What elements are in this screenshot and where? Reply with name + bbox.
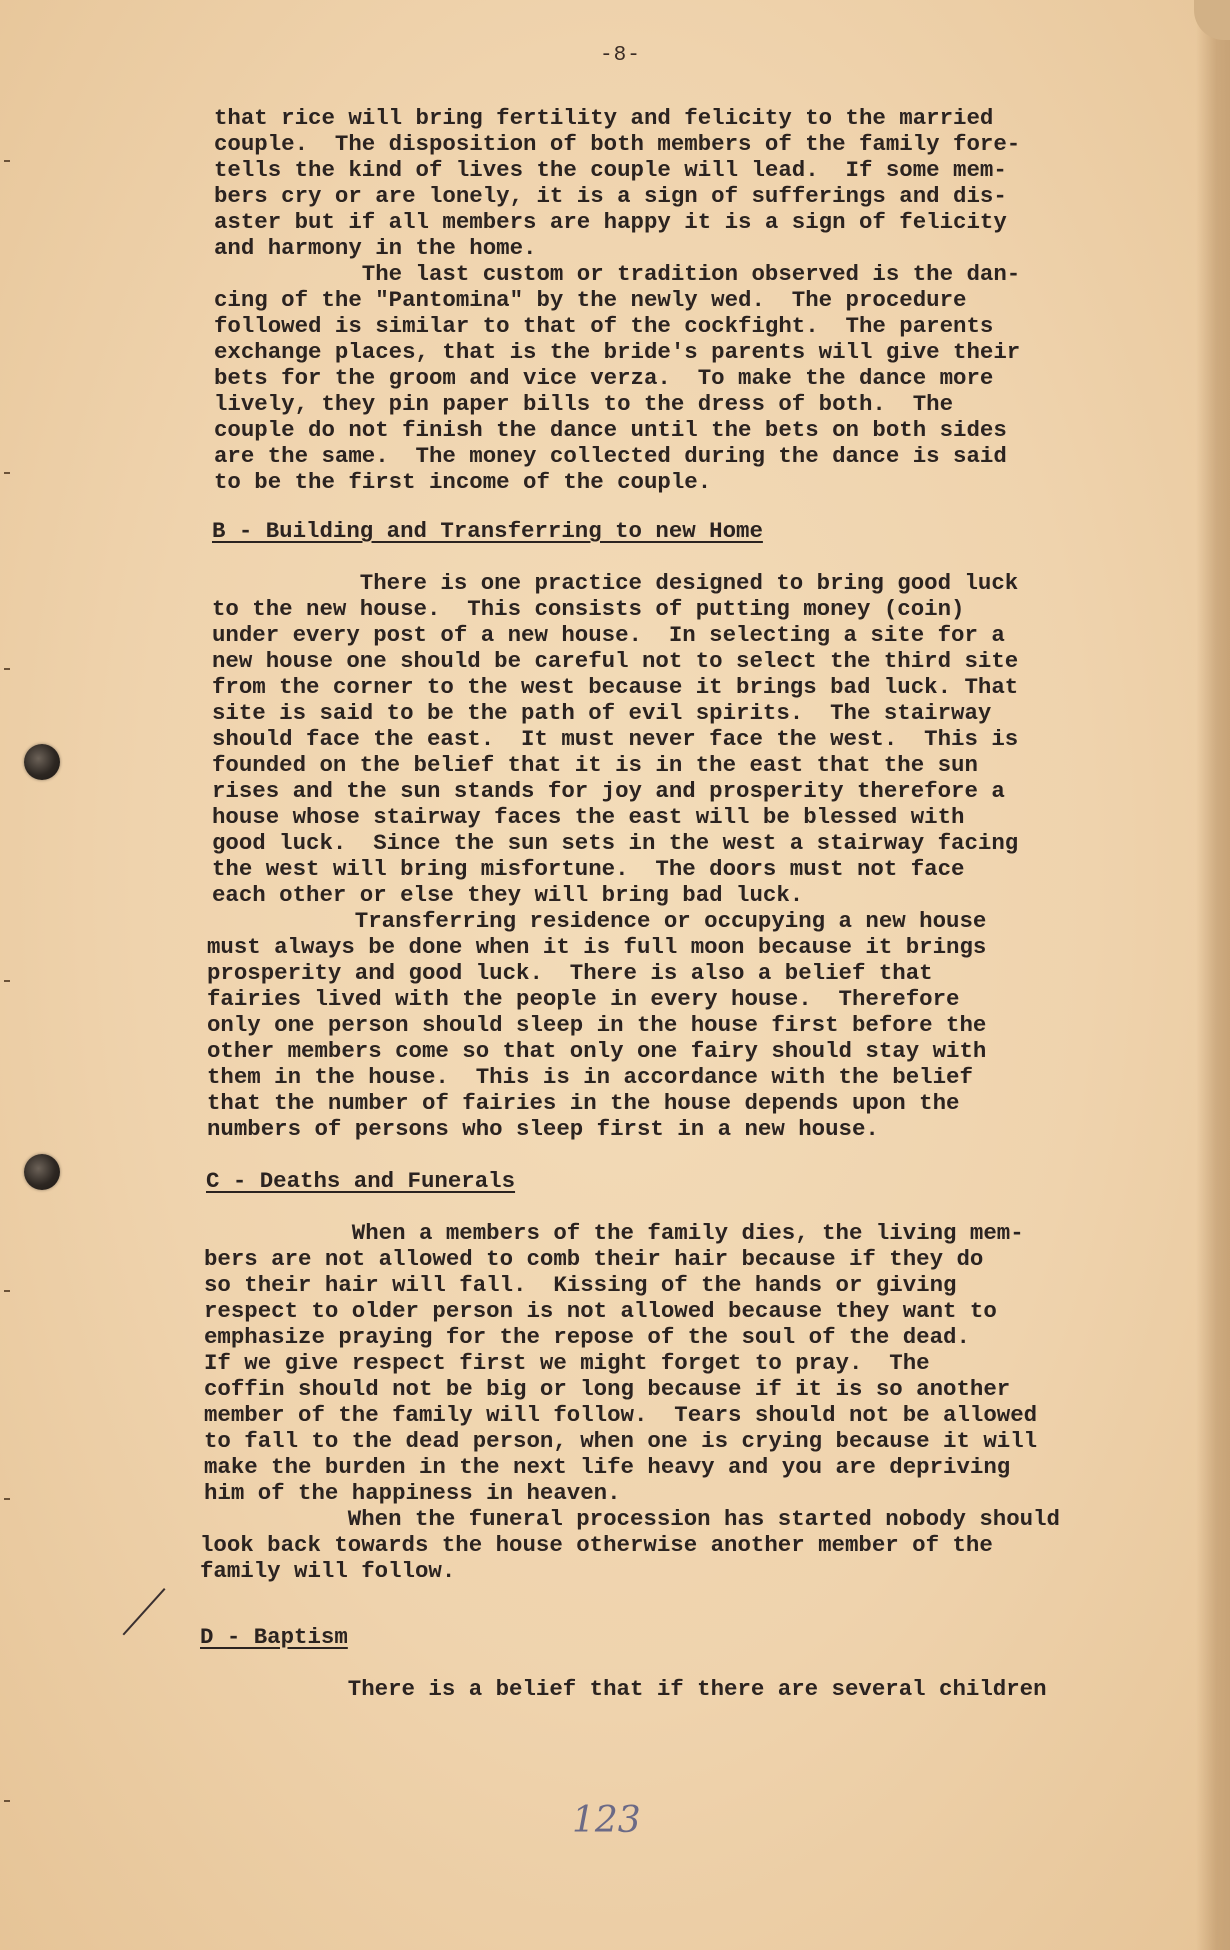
text-line: that rice will bring fertility and felicity to the married (214, 105, 994, 131)
text-line: couple. The disposition of both members of the family fore- (214, 131, 1021, 157)
text-line: that the number of fairies in the house depends upon the (207, 1090, 960, 1116)
text-line: There is a belief that if there are several children (200, 1676, 1047, 1702)
text-line: look back towards the house otherwise another member of the (200, 1532, 993, 1558)
paragraph-transferring-residence (207, 908, 986, 1142)
text-line: numbers of persons who sleep first in a new house. (207, 1116, 879, 1142)
text-line: should face the east. It must never face the west. This is (212, 726, 1019, 752)
punch-hole-upper (24, 744, 60, 780)
punch-hole-lower (24, 1154, 60, 1190)
heading-section-c: C - Deaths and Funerals (206, 1168, 516, 1194)
text-line: couple do not finish the dance until the bets on both sides (214, 417, 1007, 443)
text-line: make the burden in the next life heavy and you are depriving (204, 1454, 1011, 1480)
paragraph-funeral-procession (200, 1506, 1060, 1584)
text-line: only one person should sleep in the house first before the (207, 1012, 987, 1038)
text-line: bets for the groom and vice verza. To make the dance more (214, 365, 994, 391)
margin-tick (4, 1498, 10, 1500)
paragraph-baptism (200, 1676, 1047, 1702)
page-edge-shadow (1196, 0, 1230, 1950)
text-line: rises and the sun stands for joy and prosperity therefore a (212, 778, 1005, 804)
text-line: cing of the "Pantomina" by the newly wed. The procedure (214, 287, 967, 313)
text-line: lively, they pin paper bills to the dress of both. The (214, 391, 954, 417)
text-line: each other or else they will bring bad luck. (212, 882, 804, 908)
text-line: new house one should be careful not to select the third site (212, 648, 1019, 674)
margin-tick (4, 160, 10, 162)
text-line: him of the happiness in heaven. (204, 1480, 621, 1506)
text-line: prosperity and good luck. There is also a belief that (207, 960, 933, 986)
page-number: -8- (600, 44, 641, 67)
text-line: so their hair will fall. Kissing of the hands or giving (204, 1272, 957, 1298)
handwritten-folio-number: 123 (572, 1800, 641, 1841)
text-line: bers are not allowed to comb their hair because if they do (204, 1246, 984, 1272)
text-line: them in the house. This is in accordance with the belief (207, 1064, 973, 1090)
margin-tick (4, 1800, 10, 1802)
text-line: founded on the belief that it is in the east that the sun (212, 752, 978, 778)
text-line: coffin should not be big or long because if it is so another (204, 1376, 1011, 1402)
paragraph-new-house-luck (212, 570, 1018, 908)
text-line: to fall to the dead person, when one is crying because it will (204, 1428, 1038, 1454)
text-line: respect to older person is not allowed because they want to (204, 1298, 997, 1324)
text-line: other members come so that only one fairy should stay with (207, 1038, 987, 1064)
heading-section-b: B - Building and Transferring to new Home (212, 518, 763, 544)
pencil-mark (123, 1588, 166, 1635)
text-line: from the corner to the west because it brings bad luck. That (212, 674, 1019, 700)
margin-tick (4, 668, 10, 670)
text-line: bers cry or are lonely, it is a sign of sufferings and dis- (214, 183, 1007, 209)
text-line: Transferring residence or occupying a new house (207, 908, 987, 934)
text-line: When the funeral procession has started nobody should (200, 1506, 1060, 1532)
text-line: There is one practice designed to bring good luck (212, 570, 1019, 596)
text-line: If we give respect first we might forget to pray. The (204, 1350, 930, 1376)
text-line: followed is similar to that of the cockfight. The parents (214, 313, 994, 339)
text-line: under every post of a new house. In selecting a site for a (212, 622, 1005, 648)
text-line: member of the family will follow. Tears should not be allowed (204, 1402, 1038, 1428)
text-line: When a members of the family dies, the living mem- (204, 1220, 1024, 1246)
margin-tick (4, 980, 10, 982)
text-line: are the same. The money collected during the dance is said (214, 443, 1007, 469)
text-line: exchange places, that is the bride's parents will give their (214, 339, 1021, 365)
text-line: to be the first income of the couple. (214, 469, 712, 495)
text-line: fairies lived with the people in every house. Therefore (207, 986, 960, 1012)
text-line: The last custom or tradition observed is the dan- (214, 261, 1021, 287)
margin-tick (4, 472, 10, 474)
text-line: the west will bring misfortune. The doors must not face (212, 856, 965, 882)
text-line: site is said to be the path of evil spirits. The stairway (212, 700, 992, 726)
text-line: family will follow. (200, 1558, 456, 1584)
paragraph-deaths (204, 1220, 1037, 1506)
text-line: to the new house. This consists of putting money (coin) (212, 596, 965, 622)
text-line: aster but if all members are happy it is a sign of felicity (214, 209, 1007, 235)
text-line: good luck. Since the sun sets in the west a stairway facing (212, 830, 1019, 856)
text-line: emphasize praying for the repose of the soul of the dead. (204, 1324, 970, 1350)
text-line: house whose stairway faces the east will be blessed with (212, 804, 965, 830)
margin-tick (4, 1290, 10, 1292)
heading-section-d: D - Baptism (200, 1624, 348, 1650)
text-line: and harmony in the home. (214, 235, 537, 261)
text-line: must always be done when it is full moon because it brings (207, 934, 987, 960)
paragraph-rice-felicity (214, 105, 1020, 261)
text-line: tells the kind of lives the couple will lead. If some mem- (214, 157, 1007, 183)
paragraph-pantomina (214, 261, 1020, 495)
